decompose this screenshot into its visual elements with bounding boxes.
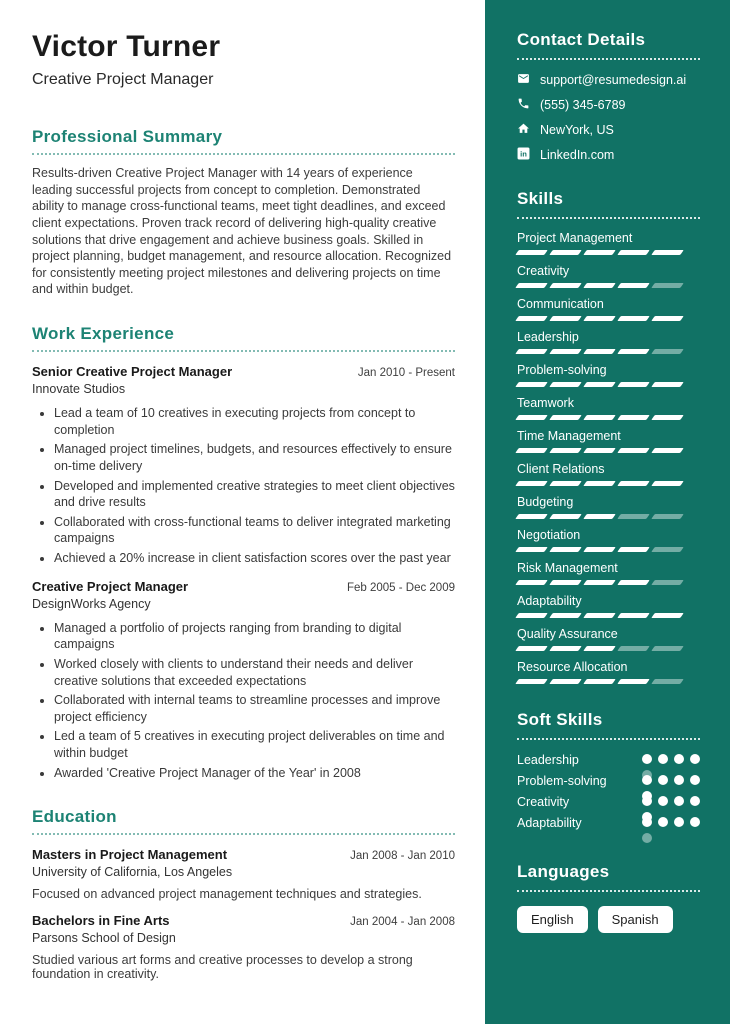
- education-header: [32, 847, 455, 862]
- skill-bar-segment: [583, 283, 616, 288]
- skill-bar-segment: [583, 613, 616, 618]
- education-dates: Jan 2004 - Jan 2008: [350, 916, 455, 929]
- education-description: Studied various art forms and creative processes to develop a strong foundation in creativity.: [32, 953, 413, 982]
- skill-bar-segment: [515, 580, 548, 585]
- skill-bar: [517, 382, 700, 387]
- skill-label: Adaptability: [517, 594, 582, 608]
- skill-bar-segment: [583, 316, 616, 321]
- skill-bar-segment: [583, 415, 616, 420]
- skill-bar-segment: [651, 481, 684, 486]
- contact-text: (555) 345-6789: [540, 98, 626, 112]
- skill-bar-segment: [583, 646, 616, 651]
- job-bullet: • Achieved a 20% increase in client satisfaction scores over the past year: [54, 550, 455, 567]
- skill-bar-segment: [549, 415, 582, 420]
- section-heading-languages: Languages: [517, 862, 700, 892]
- soft-skill-dot: [674, 754, 684, 764]
- school-name: University of California, Los Angeles: [32, 865, 233, 880]
- skill-bar-segment: [515, 415, 548, 420]
- job-company: Innovate Studios: [32, 382, 126, 396]
- job-bullet: • Worked closely with clients to understand their needs and deliver creative solutions that exceeded expectations: [54, 656, 455, 689]
- skill-bar-segment: [617, 448, 650, 453]
- job-company: DesignWorks Agency: [32, 596, 151, 611]
- skill-bar: [517, 613, 700, 618]
- soft-skill-dot: [674, 775, 684, 785]
- soft-skill-dots: [642, 796, 700, 806]
- skill-bar: [517, 415, 700, 420]
- job-bullet: • Managed a portfolio of projects ranging from branding to digital campaigns: [54, 620, 455, 653]
- skill-label: Time Management: [517, 429, 621, 443]
- education-description: Focused on advanced project management techniques and strategies.: [32, 887, 422, 902]
- skill-bar-segment: [617, 349, 650, 354]
- education-list: [32, 847, 455, 981]
- skill-bar-segment: [515, 547, 548, 552]
- soft-skills-list: [517, 752, 700, 836]
- soft-skill-dot: [674, 817, 684, 827]
- skill-item: [517, 660, 700, 684]
- person-name: Victor Turner: [32, 30, 221, 63]
- skill-item: [517, 429, 700, 453]
- home-icon: [517, 122, 530, 138]
- job-bullet: • Awarded 'Creative Project Manager of the Year' in 2008: [54, 765, 455, 782]
- skill-bar: [517, 547, 700, 552]
- skill-bar-segment: [583, 679, 616, 684]
- soft-skill-item: [517, 794, 700, 815]
- soft-skill-dot: [642, 775, 652, 785]
- skill-bar-segment: [617, 646, 650, 651]
- skill-bar-segment: [651, 316, 684, 321]
- skill-bar-segment: [583, 481, 616, 486]
- skill-bar: [517, 250, 700, 255]
- skill-label: Budgeting: [517, 495, 574, 509]
- jobs-list: [32, 364, 455, 781]
- skill-label: Resource Allocation: [517, 660, 628, 674]
- skill-bar-segment: [515, 481, 548, 486]
- skill-bar: [517, 283, 700, 288]
- soft-skill-label: Leadership: [517, 753, 579, 767]
- contact-text: support@resumedesign.ai: [540, 73, 687, 87]
- skill-bar-segment: [617, 679, 650, 684]
- skill-item: [517, 231, 700, 255]
- skills-list: [517, 231, 700, 684]
- contact-item[interactable]: [517, 147, 700, 163]
- school-name: Parsons School of Design: [32, 931, 176, 946]
- section-heading-experience: Work Experience: [32, 324, 455, 352]
- languages-section: [517, 862, 700, 933]
- skill-bar-segment: [617, 382, 650, 387]
- soft-skill-dot: [642, 833, 652, 843]
- job-bullets: [32, 405, 455, 567]
- skill-bar: [517, 349, 700, 354]
- soft-skill-dot: [658, 754, 668, 764]
- soft-skill-dot: [690, 754, 700, 764]
- skill-item: [517, 330, 700, 354]
- skill-label: Teamwork: [517, 396, 574, 410]
- skill-bar-segment: [583, 514, 616, 519]
- skill-bar-segment: [617, 580, 650, 585]
- skill-bar-segment: [515, 316, 548, 321]
- contact-text: LinkedIn.com: [540, 148, 615, 162]
- skill-bar-segment: [515, 514, 548, 519]
- soft-skill-dots: [642, 775, 700, 785]
- skill-bar-segment: [549, 448, 582, 453]
- skill-item: [517, 264, 700, 288]
- education-dates: Jan 2008 - Jan 2010: [350, 850, 455, 863]
- skill-bar-segment: [617, 415, 650, 420]
- skill-bar-segment: [549, 283, 582, 288]
- skill-label: Client Relations: [517, 462, 605, 476]
- skill-bar-segment: [549, 349, 582, 354]
- skill-bar-segment: [549, 316, 582, 321]
- job-bullet: • Lead a team of 10 creatives in executing projects from concept to completion: [54, 405, 455, 438]
- degree-title: Bachelors in Fine Arts: [32, 913, 170, 929]
- soft-skill-dot: [642, 754, 652, 764]
- section-heading-skills: Skills: [517, 189, 700, 219]
- soft-skill-dot: [658, 817, 668, 827]
- skill-bar-segment: [515, 679, 548, 684]
- skill-bar: [517, 448, 700, 453]
- soft-skill-dot: [658, 775, 668, 785]
- skill-label: Creativity: [517, 264, 570, 278]
- soft-skill-dot: [690, 775, 700, 785]
- skill-bar-segment: [549, 250, 582, 255]
- job-header: [32, 579, 455, 594]
- skill-bar-segment: [515, 283, 548, 288]
- job-bullet: • Collaborated with internal teams to streamline processes and improve project efficiency: [54, 692, 455, 725]
- soft-skill-item: [517, 752, 700, 773]
- skill-item: [517, 627, 700, 651]
- contact-text: NewYork, US: [540, 123, 614, 137]
- soft-skill-dot: [658, 796, 668, 806]
- contact-item: [517, 122, 700, 138]
- contact-section: [517, 30, 700, 163]
- linkedin-icon: [517, 147, 530, 163]
- skill-bar-segment: [651, 613, 684, 618]
- skill-bar: [517, 679, 700, 684]
- skill-bar-segment: [617, 250, 650, 255]
- skill-bar-segment: [549, 481, 582, 486]
- skill-bar-segment: [651, 283, 684, 288]
- skill-bar-segment: [651, 448, 684, 453]
- job-dates: Jan 2010 - Present: [357, 367, 455, 379]
- soft-skills-section: [517, 710, 700, 836]
- section-heading-contact: Contact Details: [517, 30, 700, 60]
- section-heading-summary: Professional Summary: [32, 127, 455, 155]
- skill-bar-segment: [617, 283, 650, 288]
- skill-bar: [517, 481, 700, 486]
- skill-bar-segment: [515, 382, 548, 387]
- skill-bar-segment: [549, 580, 582, 585]
- skill-bar-segment: [583, 250, 616, 255]
- language-chip: English: [517, 906, 588, 933]
- skill-bar-segment: [515, 349, 548, 354]
- contact-list: [517, 72, 700, 163]
- soft-skill-item: [517, 773, 700, 794]
- skill-bar-segment: [651, 547, 684, 552]
- skill-label: Negotiation: [517, 528, 581, 542]
- skill-bar-segment: [651, 382, 684, 387]
- skill-bar: [517, 580, 700, 585]
- skill-bar-segment: [651, 349, 684, 354]
- soft-skill-dots: [642, 817, 700, 827]
- skill-bar: [517, 646, 700, 651]
- job-bullet: • Collaborated with cross-functional teams to deliver integrated marketing campaigns: [54, 514, 455, 547]
- soft-skill-dot: [690, 817, 700, 827]
- skill-bar-segment: [651, 415, 684, 420]
- soft-skill-label: Creativity: [517, 795, 570, 809]
- skill-item: [517, 594, 700, 618]
- skill-bar-segment: [549, 547, 582, 552]
- skill-bar-segment: [583, 580, 616, 585]
- soft-skill-dot: [642, 817, 652, 827]
- skill-label: Problem-solving: [517, 363, 607, 377]
- section-heading-education: Education: [32, 807, 455, 835]
- education-header: [32, 913, 455, 928]
- skill-item: [517, 396, 700, 420]
- skill-bar-segment: [651, 646, 684, 651]
- skill-bar-segment: [549, 646, 582, 651]
- skill-bar-segment: [549, 613, 582, 618]
- skill-bar-segment: [651, 514, 684, 519]
- email-icon: [517, 72, 530, 88]
- contact-item[interactable]: [517, 97, 700, 113]
- skill-bar-segment: [549, 382, 582, 387]
- skill-bar-segment: [515, 613, 548, 618]
- job-title: Senior Creative Project Manager: [32, 364, 233, 379]
- soft-skill-label: Problem-solving: [517, 774, 607, 788]
- soft-skill-label: Adaptability: [517, 816, 582, 830]
- skill-bar-segment: [583, 382, 616, 387]
- skill-bar-segment: [583, 448, 616, 453]
- person-role: Creative Project Manager: [32, 71, 214, 88]
- skill-label: Quality Assurance: [517, 627, 618, 641]
- phone-icon: [517, 97, 530, 113]
- skill-bar-segment: [617, 316, 650, 321]
- skill-bar-segment: [583, 547, 616, 552]
- skill-bar: [517, 316, 700, 321]
- job-header: [32, 364, 455, 379]
- skill-item: [517, 363, 700, 387]
- skill-bar-segment: [617, 613, 650, 618]
- job-bullet: • Developed and implemented creative strategies to meet client objectives and drive results: [54, 478, 455, 511]
- skill-bar-segment: [515, 646, 548, 651]
- job-bullets: [32, 620, 455, 782]
- soft-skill-dot: [690, 796, 700, 806]
- section-heading-soft-skills: Soft Skills: [517, 710, 700, 740]
- skill-item: [517, 561, 700, 585]
- soft-skill-dot: [642, 796, 652, 806]
- skill-bar-segment: [617, 481, 650, 486]
- skill-label: Communication: [517, 297, 604, 311]
- soft-skill-item: [517, 815, 700, 836]
- job-title: Creative Project Manager: [32, 578, 189, 594]
- contact-item[interactable]: [517, 72, 700, 88]
- skill-item: [517, 528, 700, 552]
- svg-text:in: in: [520, 149, 527, 159]
- skill-bar-segment: [651, 679, 684, 684]
- skill-item: [517, 297, 700, 321]
- skill-bar-segment: [651, 250, 684, 255]
- job-bullet: • Managed project timelines, budgets, and resources effectively to ensure on-time delivery: [54, 441, 455, 474]
- skill-bar-segment: [651, 580, 684, 585]
- skills-section: [517, 189, 700, 684]
- job-bullet: • Led a team of 5 creatives in executing project deliverables on time and within budget: [54, 728, 455, 761]
- soft-skill-dot: [674, 796, 684, 806]
- skill-bar-segment: [583, 349, 616, 354]
- skill-item: [517, 462, 700, 486]
- skill-bar-segment: [549, 679, 582, 684]
- skill-label: Project Management: [517, 231, 633, 245]
- skill-bar-segment: [617, 514, 650, 519]
- skill-bar-segment: [617, 547, 650, 552]
- job-dates: Feb 2005 - Dec 2009: [346, 581, 455, 594]
- degree-title: Masters in Project Management: [32, 847, 228, 863]
- skill-label: Leadership: [517, 330, 579, 344]
- sidebar: [485, 0, 730, 1024]
- skill-item: [517, 495, 700, 519]
- soft-skill-dots: [642, 754, 700, 764]
- languages-list: [517, 906, 700, 933]
- skill-bar: [517, 514, 700, 519]
- language-chip: Spanish: [598, 906, 673, 933]
- summary-text: Results-driven Creative Project Manager with 14 years of experience leading successful projects from concept to completion. Demonstrated ability to manage cross-functional teams, meet tight deadlines, and exceed client expectations. Proven track record of delivering high-quality creative solutions that drive engagement and achieve business goals. Skilled in project planning, budget management, and resource allocation. Recognized for consistently meeting project milestones and delivering projects on time and within budget.: [32, 166, 452, 297]
- skill-bar-segment: [549, 514, 582, 519]
- skill-bar-segment: [515, 448, 548, 453]
- skill-bar-segment: [515, 250, 548, 255]
- skill-label: Risk Management: [517, 561, 618, 575]
